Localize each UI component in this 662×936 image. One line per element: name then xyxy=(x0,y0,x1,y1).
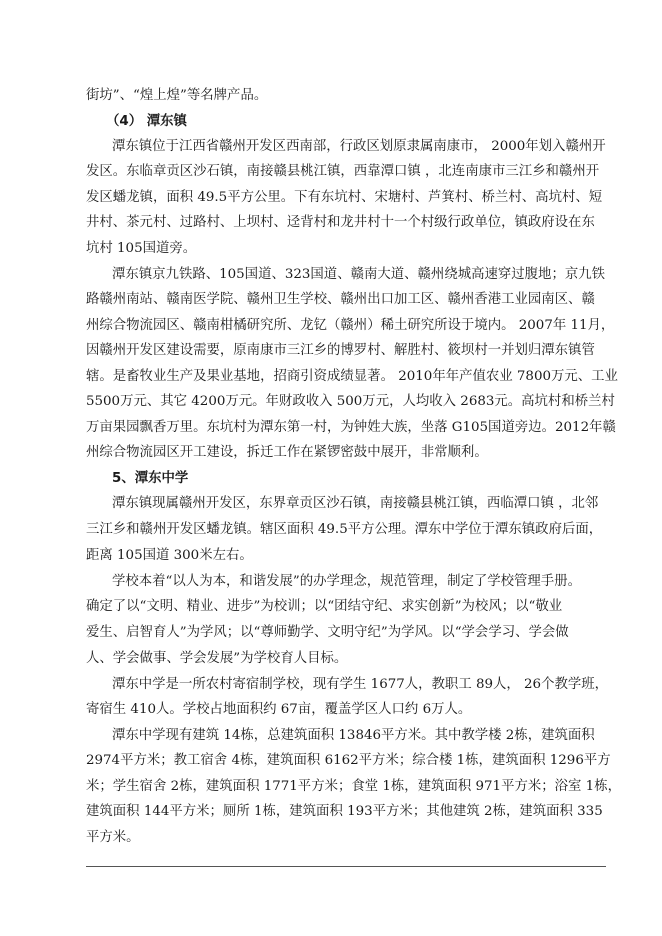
text-line: 街坊”、“煌上煌”等名牌产品。 xyxy=(86,88,268,103)
text-line: 潭东镇现属赣州开发区，东界章贡区沙石镇，南接赣县桃江镇，西临潭口镇 ，北邻 xyxy=(112,496,599,511)
text-line: 潭东镇京九铁路、105国道、323国道、赣南大道、赣州绕城高速穿过腹地；京九铁 xyxy=(112,267,606,282)
text-line: 发区。东临章贡区沙石镇，南接赣县桃江镇，西靠潭口镇 ，北连南康市三江乡和赣州开 xyxy=(86,164,600,179)
text-line: 潭东中学现有建筑 14栋，总建筑面积 13846平方米。其中教学楼 2栋，建筑面积 xyxy=(112,728,595,743)
text-line: 辖。是畜牧业生产及果业基地，招商引资成绩显著。 2010年年产值农业 7800万元、工业 xyxy=(86,369,618,384)
text-line: 坑村 105国道旁。 xyxy=(86,241,197,256)
text-line: 州综合物流园区、赣南柑橘研究所、龙钇（赣州）稀土研究所设于境内。 2007年 11月， xyxy=(86,318,615,333)
text-line: 米；学生宿舍 2栋，建筑面积 1771平方米；食堂 1栋，建筑面积 971平方米；浴室 1栋， xyxy=(86,779,621,794)
section-heading: （4） 潭东镇 xyxy=(106,114,187,129)
text-line: 潭东镇位于江西省赣州开发区西南部，行政区划原隶属南康市， 2000年划入赣州开 xyxy=(112,139,606,154)
text-line: 2974平方米；教工宿舍 4栋，建筑面积 6162平方米；综合楼 1栋，建筑面积 1296平方 xyxy=(86,753,611,768)
text-line: 人、学会做事、学会发展”为学校育人目标。 xyxy=(86,651,348,666)
text-line: 平方米。 xyxy=(86,830,140,845)
footer-divider xyxy=(86,866,606,867)
text-line: 确定了以“文明、精业、进步”为校训；以“团结守纪、求实创新”为校风；以“敬业 xyxy=(86,599,563,614)
text-line: 距离 105国道 300米左右。 xyxy=(86,548,253,563)
text-line: 万亩果园飘香万里。东坑村为潭东第一村，为钟姓大族，坐落 G105国道旁边。2012年赣 xyxy=(86,420,616,435)
text-line: 州综合物流园区开工建设，拆迁工作在紧锣密鼓中展开，非常顺利。 xyxy=(86,445,488,460)
text-line: 因赣州开发区建设需要，原南康市三江乡的博罗村、解胜村、筱坝村一并划归潭东镇管 xyxy=(86,343,595,358)
text-line: 路赣州南站、赣南医学院、赣州卫生学校、赣州出口加工区、赣州香港工业园南区、赣 xyxy=(86,292,595,307)
text-line: 5500万元、其它 4200万元。年财政收入 500万元，人均收入 2683元。高坑村和桥兰村 xyxy=(86,394,615,409)
section-heading: 5、潭东中学 xyxy=(112,471,189,486)
text-line: 三江乡和赣州开发区蟠龙镇。辖区面积 49.5平方公理。潭东中学位于潭东镇政府后面， xyxy=(86,522,603,537)
text-line: 井村、茶元村、过路村、上坝村、迳背村和龙井村十一个村级行政单位，镇政府设在东 xyxy=(86,215,595,230)
text-line: 建筑面积 144平方米；厕所 1栋，建筑面积 193平方米；其他建筑 2栋，建筑面积 335 xyxy=(86,804,603,819)
text-line: 爱生、启智育人”为学风；以“尊师勤学、文明守纪”为学风。以“学会学习、学会做 xyxy=(86,625,569,640)
text-line: 潭东中学是一所农村寄宿制学校，现有学生 1677人，教职工 89人， 26个教学班， xyxy=(112,677,609,692)
text-line: 发区蟠龙镇，面积 49.5平方公里。下有东坑村、宋塘村、芦箕村、桥兰村、高坑村、短 xyxy=(86,190,603,205)
text-line: 学校本着“以人为本，和谐发展”的办学理念，规范管理，制定了学校管理手册。 xyxy=(112,574,581,589)
text-line: 寄宿生 410人。学校占地面积约 67亩，覆盖学区人口约 6万人。 xyxy=(86,702,472,717)
